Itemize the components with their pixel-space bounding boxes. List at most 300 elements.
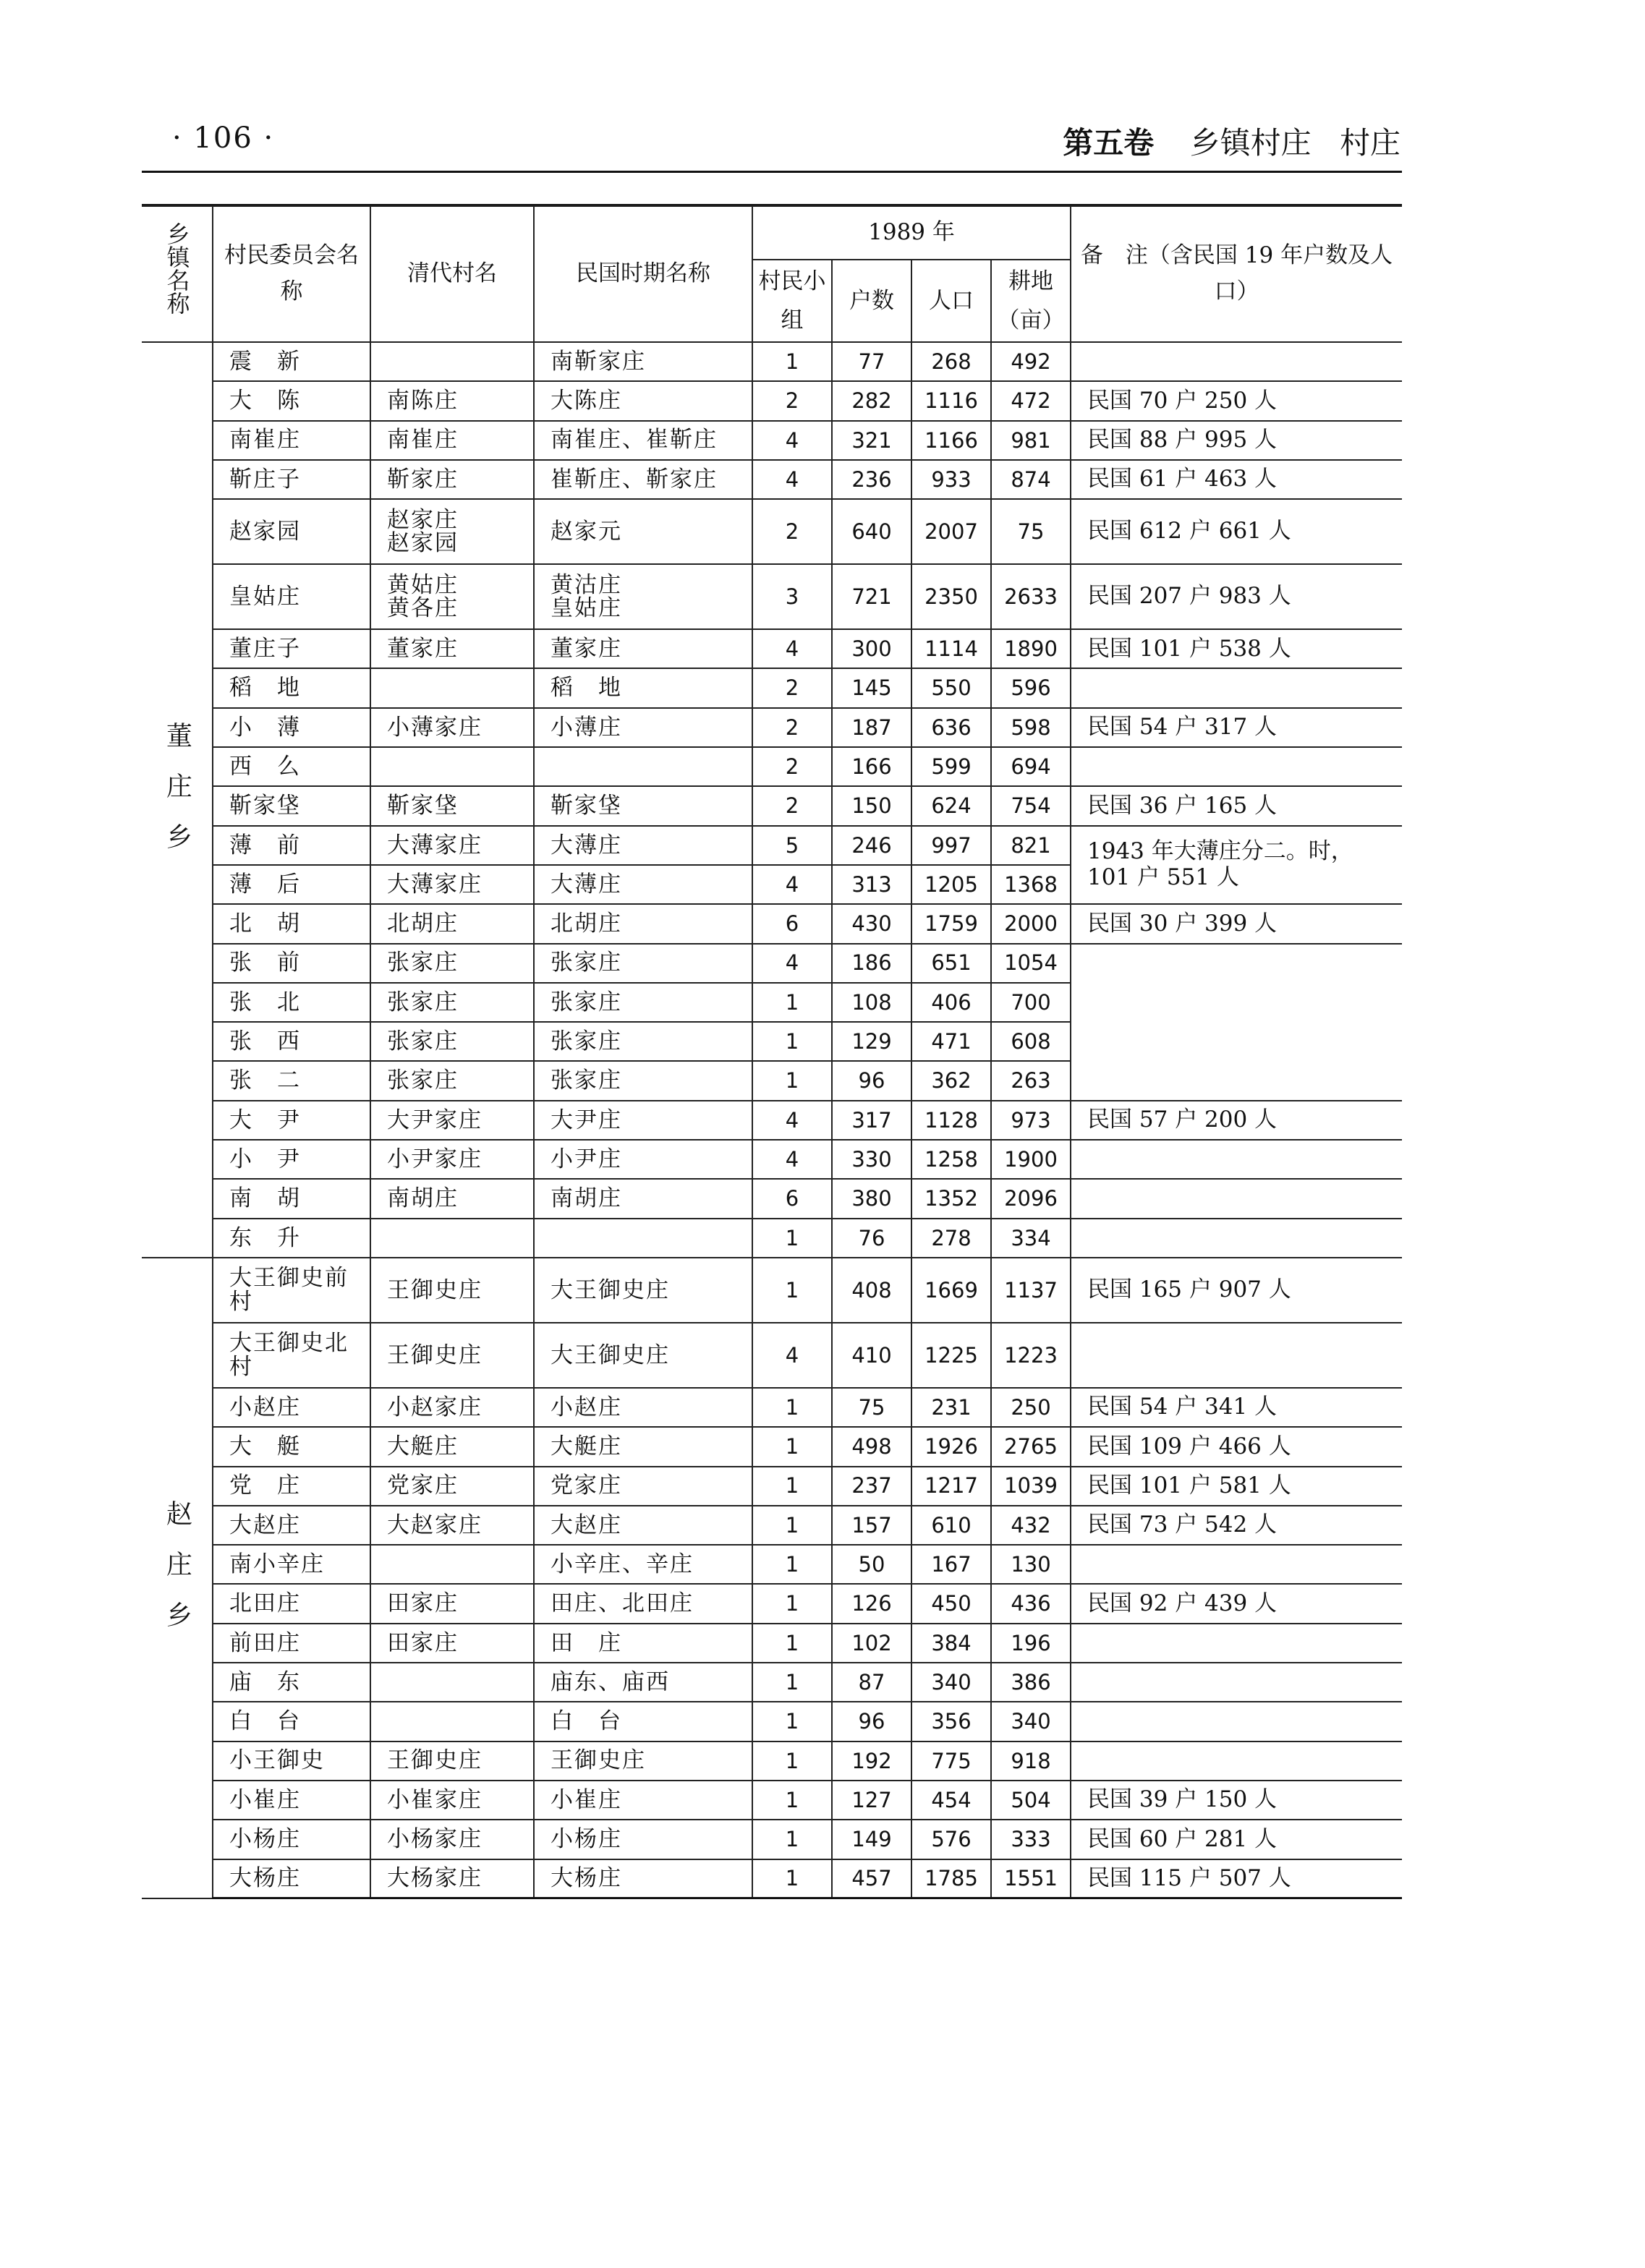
groups-count: 2 <box>752 499 832 564</box>
minguo-name: 王御史庄 <box>534 1742 752 1781</box>
table-row <box>142 1323 1402 1388</box>
qing-name: 田家庄 <box>370 1624 534 1663</box>
farmland-count: 504 <box>991 1781 1071 1820</box>
farmland-count: 75 <box>991 499 1071 564</box>
qing-name: 北胡庄 <box>370 904 534 943</box>
population-count: 340 <box>911 1663 991 1702</box>
households-count: 246 <box>832 826 911 865</box>
households-count: 410 <box>832 1323 911 1388</box>
table-row <box>142 904 1402 943</box>
minguo-name: 田庄、北田庄 <box>534 1584 752 1623</box>
note-cell <box>1071 1219 1402 1258</box>
table-row <box>142 1427 1402 1466</box>
committee-name: 薄 后 <box>213 865 370 904</box>
farmland-count: 472 <box>991 381 1071 420</box>
minguo-name: 小薄庄 <box>534 708 752 747</box>
groups-count: 4 <box>752 1323 832 1388</box>
farmland-count: 2000 <box>991 904 1071 943</box>
households-count: 236 <box>832 460 911 499</box>
households-count: 166 <box>832 747 911 786</box>
groups-count: 1 <box>752 983 832 1022</box>
groups-count: 2 <box>752 668 832 707</box>
note-cell: 民国 54 户 341 人 <box>1071 1388 1402 1427</box>
committee-name: 小 薄 <box>213 708 370 747</box>
table-row <box>142 1140 1402 1179</box>
table-row <box>142 381 1402 420</box>
farmland-count: 2633 <box>991 564 1071 629</box>
table-row <box>142 1467 1402 1506</box>
qing-name: 大杨家庄 <box>370 1859 534 1898</box>
groups-count: 1 <box>752 1781 832 1820</box>
groups-count: 1 <box>752 1506 832 1545</box>
population-count: 624 <box>911 786 991 825</box>
households-count: 187 <box>832 708 911 747</box>
qing-name <box>370 342 534 381</box>
minguo-name: 黄沽庄 皇姑庄 <box>534 564 752 629</box>
population-count: 576 <box>911 1820 991 1859</box>
note-cell <box>1071 1624 1402 1663</box>
households-count: 77 <box>832 342 911 381</box>
population-count: 1352 <box>911 1179 991 1218</box>
note-cell: 民国 92 户 439 人 <box>1071 1584 1402 1623</box>
population-count: 406 <box>911 983 991 1022</box>
farmland-count: 250 <box>991 1388 1071 1427</box>
qing-name: 南崔庄 <box>370 421 534 460</box>
households-count: 313 <box>832 865 911 904</box>
groups-count: 2 <box>752 786 832 825</box>
page-number: · 106 · <box>172 122 275 155</box>
table-row <box>142 460 1402 499</box>
committee-name: 西 么 <box>213 747 370 786</box>
header-year-1989: 1989 年 <box>752 206 1071 260</box>
header-qing: 清代村名 <box>370 206 534 342</box>
population-count: 384 <box>911 1624 991 1663</box>
farmland-count: 386 <box>991 1663 1071 1702</box>
minguo-name: 北胡庄 <box>534 904 752 943</box>
groups-count: 1 <box>752 1258 832 1323</box>
committee-name: 党 庄 <box>213 1467 370 1506</box>
population-count: 1116 <box>911 381 991 420</box>
committee-name: 南小辛庄 <box>213 1545 370 1584</box>
groups-count: 1 <box>752 1388 832 1427</box>
households-count: 50 <box>832 1545 911 1584</box>
farmland-count: 918 <box>991 1742 1071 1781</box>
qing-name <box>370 1219 534 1258</box>
qing-name: 田家庄 <box>370 1584 534 1623</box>
minguo-name: 小辛庄、辛庄 <box>534 1545 752 1584</box>
minguo-name: 张家庄 <box>534 1061 752 1100</box>
note-cell <box>1071 1179 1402 1218</box>
note-cell: 民国 207 户 983 人 <box>1071 564 1402 629</box>
groups-count: 2 <box>752 708 832 747</box>
township-name: 赵庄乡 <box>142 1258 213 1898</box>
qing-name: 小尹家庄 <box>370 1140 534 1179</box>
population-count: 651 <box>911 944 991 983</box>
households-count: 330 <box>832 1140 911 1179</box>
committee-name: 靳家垡 <box>213 786 370 825</box>
households-count: 129 <box>832 1022 911 1061</box>
households-count: 87 <box>832 1663 911 1702</box>
minguo-name: 大陈庄 <box>534 381 752 420</box>
note-cell: 民国 36 户 165 人 <box>1071 786 1402 825</box>
table-row <box>142 1702 1402 1741</box>
table-row <box>142 1101 1402 1140</box>
note-cell: 民国 39 户 150 人 <box>1071 1781 1402 1820</box>
population-count: 268 <box>911 342 991 381</box>
note-cell: 民国 88 户 995 人 <box>1071 421 1402 460</box>
minguo-name: 董家庄 <box>534 629 752 668</box>
population-count: 933 <box>911 460 991 499</box>
qing-name <box>370 668 534 707</box>
farmland-count: 196 <box>991 1624 1071 1663</box>
village-table <box>142 205 1402 1899</box>
committee-name: 北田庄 <box>213 1584 370 1623</box>
groups-count: 1 <box>752 342 832 381</box>
section-title: 乡镇村庄 <box>1189 125 1312 161</box>
table-row <box>142 564 1402 629</box>
groups-count: 1 <box>752 1820 832 1859</box>
note-cell: 民国 612 户 661 人 <box>1071 499 1402 564</box>
groups-count: 6 <box>752 904 832 943</box>
farmland-count: 334 <box>991 1219 1071 1258</box>
committee-name: 大 尹 <box>213 1101 370 1140</box>
minguo-name: 大薄庄 <box>534 826 752 865</box>
population-count: 550 <box>911 668 991 707</box>
farmland-count: 700 <box>991 983 1071 1022</box>
minguo-name: 南崔庄、崔靳庄 <box>534 421 752 460</box>
committee-name: 大 陈 <box>213 381 370 420</box>
table-row <box>142 499 1402 564</box>
groups-count: 1 <box>752 1624 832 1663</box>
households-count: 157 <box>832 1506 911 1545</box>
table-row <box>142 421 1402 460</box>
header-township: 乡镇名称 <box>142 206 213 342</box>
minguo-name: 崔靳庄、靳家庄 <box>534 460 752 499</box>
households-count: 186 <box>832 944 911 983</box>
minguo-name: 大薄庄 <box>534 865 752 904</box>
households-count: 321 <box>832 421 911 460</box>
groups-count: 1 <box>752 1467 832 1506</box>
population-count: 1258 <box>911 1140 991 1179</box>
qing-name <box>370 1663 534 1702</box>
groups-count: 4 <box>752 1101 832 1140</box>
note-cell <box>1071 747 1402 786</box>
farmland-count: 1368 <box>991 865 1071 904</box>
groups-count: 1 <box>752 1061 832 1100</box>
households-count: 640 <box>832 499 911 564</box>
committee-name: 张 西 <box>213 1022 370 1061</box>
households-count: 300 <box>832 629 911 668</box>
minguo-name: 大王御史庄 <box>534 1323 752 1388</box>
groups-count: 4 <box>752 865 832 904</box>
groups-count: 1 <box>752 1584 832 1623</box>
qing-name: 小崔家庄 <box>370 1781 534 1820</box>
committee-name: 南 胡 <box>213 1179 370 1218</box>
population-count: 167 <box>911 1545 991 1584</box>
table-row <box>142 1388 1402 1427</box>
qing-name: 张家庄 <box>370 983 534 1022</box>
committee-name: 小崔庄 <box>213 1781 370 1820</box>
qing-name: 董家庄 <box>370 629 534 668</box>
households-count: 380 <box>832 1179 911 1218</box>
groups-count: 4 <box>752 460 832 499</box>
population-count: 1205 <box>911 865 991 904</box>
volume-title: 第五卷 <box>1063 125 1155 161</box>
table-row <box>142 1219 1402 1258</box>
table-row <box>142 786 1402 825</box>
farmland-count: 2765 <box>991 1427 1071 1466</box>
table-row <box>142 747 1402 786</box>
farmland-count: 1039 <box>991 1467 1071 1506</box>
farmland-count: 130 <box>991 1545 1071 1584</box>
farmland-count: 263 <box>991 1061 1071 1100</box>
minguo-name: 大赵庄 <box>534 1506 752 1545</box>
header-notes: 备 注（含民国 19 年户数及人口） <box>1071 206 1402 342</box>
farmland-count: 432 <box>991 1506 1071 1545</box>
committee-name: 大赵庄 <box>213 1506 370 1545</box>
groups-count: 2 <box>752 747 832 786</box>
note-cell <box>1071 1545 1402 1584</box>
header-rule-top <box>142 171 1402 173</box>
farmland-count: 608 <box>991 1022 1071 1061</box>
table-row <box>142 342 1402 381</box>
households-count: 96 <box>832 1061 911 1100</box>
farmland-count: 340 <box>991 1702 1071 1741</box>
minguo-name: 大王御史庄 <box>534 1258 752 1323</box>
note-cell <box>1071 1702 1402 1741</box>
minguo-name <box>534 1219 752 1258</box>
population-count: 636 <box>911 708 991 747</box>
minguo-name: 赵家元 <box>534 499 752 564</box>
population-count: 1759 <box>911 904 991 943</box>
population-count: 278 <box>911 1219 991 1258</box>
committee-name: 董庄子 <box>213 629 370 668</box>
committee-name: 张 二 <box>213 1061 370 1100</box>
groups-count: 4 <box>752 944 832 983</box>
farmland-count: 596 <box>991 668 1071 707</box>
committee-name: 大王御史前村 <box>213 1258 370 1323</box>
population-count: 1128 <box>911 1101 991 1140</box>
groups-count: 1 <box>752 1702 832 1741</box>
farmland-count: 874 <box>991 460 1071 499</box>
note-cell: 民国 165 户 907 人 <box>1071 1258 1402 1323</box>
population-count: 1669 <box>911 1258 991 1323</box>
minguo-name: 白 台 <box>534 1702 752 1741</box>
population-count: 2007 <box>911 499 991 564</box>
header-farmland: 耕地（亩） <box>991 260 1071 342</box>
qing-name: 大艇庄 <box>370 1427 534 1466</box>
farmland-count: 1890 <box>991 629 1071 668</box>
minguo-name: 小尹庄 <box>534 1140 752 1179</box>
households-count: 237 <box>832 1467 911 1506</box>
farmland-count: 821 <box>991 826 1071 865</box>
households-count: 150 <box>832 786 911 825</box>
header-committee: 村民委员会名称 <box>213 206 370 342</box>
minguo-name: 小杨庄 <box>534 1820 752 1859</box>
minguo-name: 张家庄 <box>534 1022 752 1061</box>
households-count: 102 <box>832 1624 911 1663</box>
farmland-count: 981 <box>991 421 1071 460</box>
households-count: 457 <box>832 1859 911 1898</box>
farmland-count: 973 <box>991 1101 1071 1140</box>
header-minguo: 民国时期名称 <box>534 206 752 342</box>
households-count: 408 <box>832 1258 911 1323</box>
note-cell <box>1071 1742 1402 1781</box>
committee-name: 南崔庄 <box>213 421 370 460</box>
qing-name: 南胡庄 <box>370 1179 534 1218</box>
population-count: 599 <box>911 747 991 786</box>
table-row <box>142 1545 1402 1584</box>
households-count: 76 <box>832 1219 911 1258</box>
qing-name: 张家庄 <box>370 1022 534 1061</box>
minguo-name: 田 庄 <box>534 1624 752 1663</box>
table-row <box>142 1663 1402 1702</box>
minguo-name: 张家庄 <box>534 983 752 1022</box>
groups-count: 3 <box>752 564 832 629</box>
table-row <box>142 1742 1402 1781</box>
qing-name <box>370 1702 534 1741</box>
note-cell: 民国 57 户 200 人 <box>1071 1101 1402 1140</box>
qing-name: 大薄家庄 <box>370 865 534 904</box>
population-count: 610 <box>911 1506 991 1545</box>
households-count: 96 <box>832 1702 911 1741</box>
note-cell: 民国 30 户 399 人 <box>1071 904 1402 943</box>
qing-name: 赵家庄 赵家园 <box>370 499 534 564</box>
committee-name: 张 前 <box>213 944 370 983</box>
committee-name: 前田庄 <box>213 1624 370 1663</box>
header-groups: 村民小组 <box>752 260 832 342</box>
minguo-name <box>534 747 752 786</box>
farmland-count: 1900 <box>991 1140 1071 1179</box>
committee-name: 稻 地 <box>213 668 370 707</box>
committee-name: 小赵庄 <box>213 1388 370 1427</box>
population-count: 450 <box>911 1584 991 1623</box>
population-count: 471 <box>911 1022 991 1061</box>
population-count: 356 <box>911 1702 991 1741</box>
households-count: 282 <box>832 381 911 420</box>
table-row <box>142 1624 1402 1663</box>
population-count: 231 <box>911 1388 991 1427</box>
chapter-title: 村庄 <box>1339 125 1400 161</box>
qing-name: 小薄家庄 <box>370 708 534 747</box>
note-cell <box>1071 1323 1402 1388</box>
farmland-count: 1551 <box>991 1859 1071 1898</box>
qing-name: 大赵家庄 <box>370 1506 534 1545</box>
households-count: 126 <box>832 1584 911 1623</box>
households-count: 75 <box>832 1388 911 1427</box>
committee-name: 小杨庄 <box>213 1820 370 1859</box>
groups-count: 1 <box>752 1742 832 1781</box>
header-households: 户数 <box>832 260 911 342</box>
table-body <box>142 342 1402 1898</box>
qing-name: 小杨家庄 <box>370 1820 534 1859</box>
header-population: 人口 <box>911 260 991 342</box>
households-count: 317 <box>832 1101 911 1140</box>
population-count: 1785 <box>911 1859 991 1898</box>
population-count: 454 <box>911 1781 991 1820</box>
committee-name: 皇姑庄 <box>213 564 370 629</box>
table-row <box>142 629 1402 668</box>
note-cell <box>1071 1663 1402 1702</box>
qing-name: 大薄家庄 <box>370 826 534 865</box>
committee-name: 小王御史 <box>213 1742 370 1781</box>
note-cell: 民国 101 户 581 人 <box>1071 1467 1402 1506</box>
table-row <box>142 1859 1402 1898</box>
farmland-count: 754 <box>991 786 1071 825</box>
table-row <box>142 708 1402 747</box>
note-cell: 民国 115 户 507 人 <box>1071 1859 1402 1898</box>
qing-name: 小赵家庄 <box>370 1388 534 1427</box>
committee-name: 大杨庄 <box>213 1859 370 1898</box>
minguo-name: 小崔庄 <box>534 1781 752 1820</box>
minguo-name: 小赵庄 <box>534 1388 752 1427</box>
groups-count: 1 <box>752 1022 832 1061</box>
qing-name: 张家庄 <box>370 1061 534 1100</box>
groups-count: 5 <box>752 826 832 865</box>
note-cell <box>1071 668 1402 707</box>
minguo-name: 南胡庄 <box>534 1179 752 1218</box>
farmland-count: 694 <box>991 747 1071 786</box>
table-row <box>142 1506 1402 1545</box>
qing-name: 张家庄 <box>370 944 534 983</box>
minguo-name: 南靳家庄 <box>534 342 752 381</box>
note-cell <box>1071 1140 1402 1179</box>
minguo-name: 张家庄 <box>534 944 752 983</box>
committee-name: 靳庄子 <box>213 460 370 499</box>
table-row <box>142 1584 1402 1623</box>
population-count: 775 <box>911 1742 991 1781</box>
households-count: 108 <box>832 983 911 1022</box>
groups-count: 2 <box>752 381 832 420</box>
households-count: 149 <box>832 1820 911 1859</box>
committee-name: 大 艇 <box>213 1427 370 1466</box>
note-cell <box>1071 944 1402 1101</box>
minguo-name: 大杨庄 <box>534 1859 752 1898</box>
table-row <box>142 1179 1402 1218</box>
township-name: 董庄乡 <box>142 342 213 1258</box>
page-header <box>1063 119 1400 163</box>
note-cell: 民国 61 户 463 人 <box>1071 460 1402 499</box>
farmland-count: 598 <box>991 708 1071 747</box>
population-count: 1166 <box>911 421 991 460</box>
qing-name: 南陈庄 <box>370 381 534 420</box>
qing-name: 大尹家庄 <box>370 1101 534 1140</box>
farmland-count: 2096 <box>991 1179 1071 1218</box>
minguo-name: 大尹庄 <box>534 1101 752 1140</box>
committee-name: 震 新 <box>213 342 370 381</box>
committee-name: 庙 东 <box>213 1663 370 1702</box>
groups-count: 1 <box>752 1545 832 1584</box>
groups-count: 1 <box>752 1427 832 1466</box>
minguo-name: 庙东、庙西 <box>534 1663 752 1702</box>
qing-name <box>370 747 534 786</box>
table-row <box>142 1258 1402 1323</box>
note-cell: 民国 73 户 542 人 <box>1071 1506 1402 1545</box>
table-row <box>142 668 1402 707</box>
note-cell: 民国 101 户 538 人 <box>1071 629 1402 668</box>
groups-count: 6 <box>752 1179 832 1218</box>
population-count: 1926 <box>911 1427 991 1466</box>
population-count: 2350 <box>911 564 991 629</box>
households-count: 192 <box>832 1742 911 1781</box>
minguo-name: 党家庄 <box>534 1467 752 1506</box>
households-count: 430 <box>832 904 911 943</box>
note-cell: 民国 54 户 317 人 <box>1071 708 1402 747</box>
population-count: 1225 <box>911 1323 991 1388</box>
committee-name: 白 台 <box>213 1702 370 1741</box>
qing-name: 王御史庄 <box>370 1323 534 1388</box>
farmland-count: 1223 <box>991 1323 1071 1388</box>
